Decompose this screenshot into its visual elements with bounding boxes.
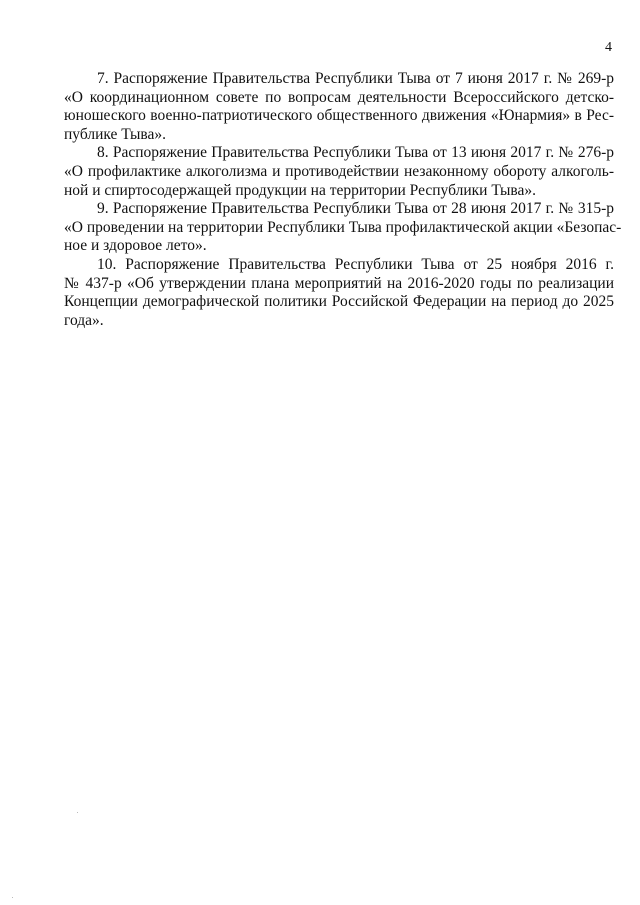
list-item-9 bbox=[64, 200, 622, 256]
text-line: № 437-р «Об утверждении плана мероприятий на 2016-2020 годы по реализации bbox=[64, 274, 614, 292]
list-item-7 bbox=[64, 70, 614, 144]
text-line: 9. Распоряжение Правительства Республики Тыва от 28 июня 2017 г. № 315-р bbox=[97, 200, 614, 218]
list-item-10 bbox=[64, 256, 614, 330]
text-line: Концепции демографической политики Российской Федерации на период до 2025 bbox=[64, 293, 614, 311]
document-body bbox=[64, 70, 622, 330]
text-line: публике Тыва». bbox=[64, 125, 166, 143]
list-item-8 bbox=[64, 144, 614, 200]
text-line: 8. Распоряжение Правительства Республики Тыва от 13 июня 2017 г. № 276-р bbox=[97, 144, 614, 162]
page-number: 4 bbox=[605, 40, 612, 55]
text-line: «О профилактике алкоголизма и противодействии незаконному обороту алкоголь- bbox=[64, 162, 614, 180]
text-line: ной и спиртосодержащей продукции на территории Республики Тыва». bbox=[64, 181, 537, 199]
text-line: «О координационном совете по вопросам деятельности Всероссийского детско- bbox=[64, 88, 614, 106]
scan-speck bbox=[77, 812, 78, 813]
text-line: ное и здоровое лето». bbox=[64, 237, 207, 255]
scan-speck bbox=[12, 897, 13, 898]
text-line: «О проведении на территории Республики Тыва профилактической акции «Безопас- bbox=[64, 218, 622, 236]
text-line: 10. Распоряжение Правительства Республики Тыва от 25 ноября 2016 г. bbox=[97, 255, 614, 273]
text-line: юношеского военно-патриотического общественного движения «Юнармия» в Рес- bbox=[64, 107, 614, 125]
text-line: 7. Распоряжение Правительства Республики Тыва от 7 июня 2017 г. № 269-р bbox=[97, 70, 614, 87]
text-line: года». bbox=[64, 311, 104, 329]
